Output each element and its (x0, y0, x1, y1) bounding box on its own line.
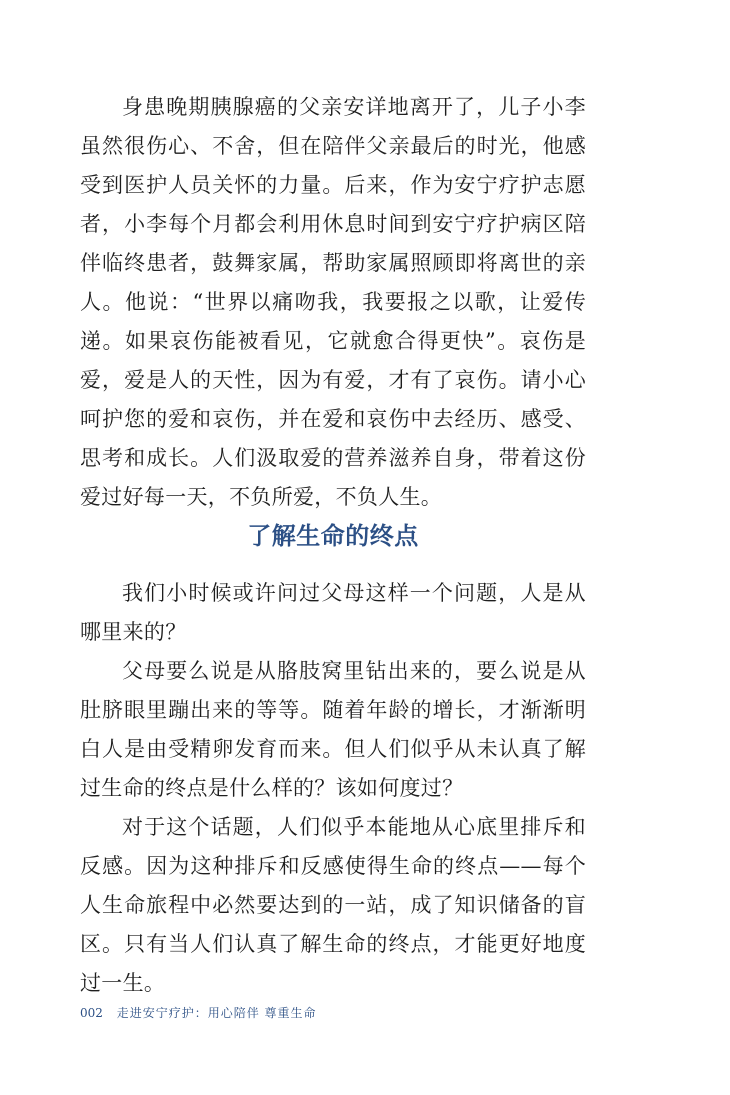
intro-text (80, 88, 586, 517)
running-title: 走进安宁疗护：用心陪伴 尊重生命 (116, 1006, 317, 1020)
section-paragraph-3: 对于这个话题，人们似乎本能地从心底里排斥和反感。因为这种排斥和反感使得生命的终点——每个人生命旅程中必然要达到的一站，成了知识储备的盲区。只有当人们认真了解生命的终点，才能更好地度过一生。 (80, 815, 586, 995)
section-body (80, 574, 586, 1003)
section-title: 了解生命的终点 (247, 521, 419, 550)
page-footer (80, 1004, 317, 1022)
section-paragraph-1: 我们小时候或许问过父母这样一个问题，人是从哪里来的？ (80, 581, 586, 644)
page-number: 002 (80, 1006, 103, 1020)
intro-paragraph: 身患晚期胰腺癌的父亲安详地离开了，儿子小李虽然很伤心、不舍，但在陪伴父亲最后的时光，他感受到医护人员关怀的力量。后来，作为安宁疗护志愿者，小李每个月都会利用休息时间到安宁疗护病区陪伴临终患者，鼓舞家属，帮助家属照顾即将离世的亲人。他说：“世界以痛吻我，我要报之以歌，让爱传递。如果哀伤能被看见，它就愈合得更快”。哀伤是爱，爱是人的天性，因为有爱，才有了哀伤。请小心呵护您的爱和哀伤，并在爱和哀伤中去经历、感受、思考和成长。人们汲取爱的营养滋养自身，带着这份爱过好每一天，不负所爱，不负人生。 (80, 95, 586, 509)
section-paragraph-2: 父母要么说是从胳肢窝里钻出来的，要么说是从肚脐眼里蹦出来的等等。随着年龄的增长，才渐渐明白人是由受精卵发育而来。但人们似乎从未认真了解过生命的终点是什么样的？该如何度过？ (80, 659, 586, 800)
